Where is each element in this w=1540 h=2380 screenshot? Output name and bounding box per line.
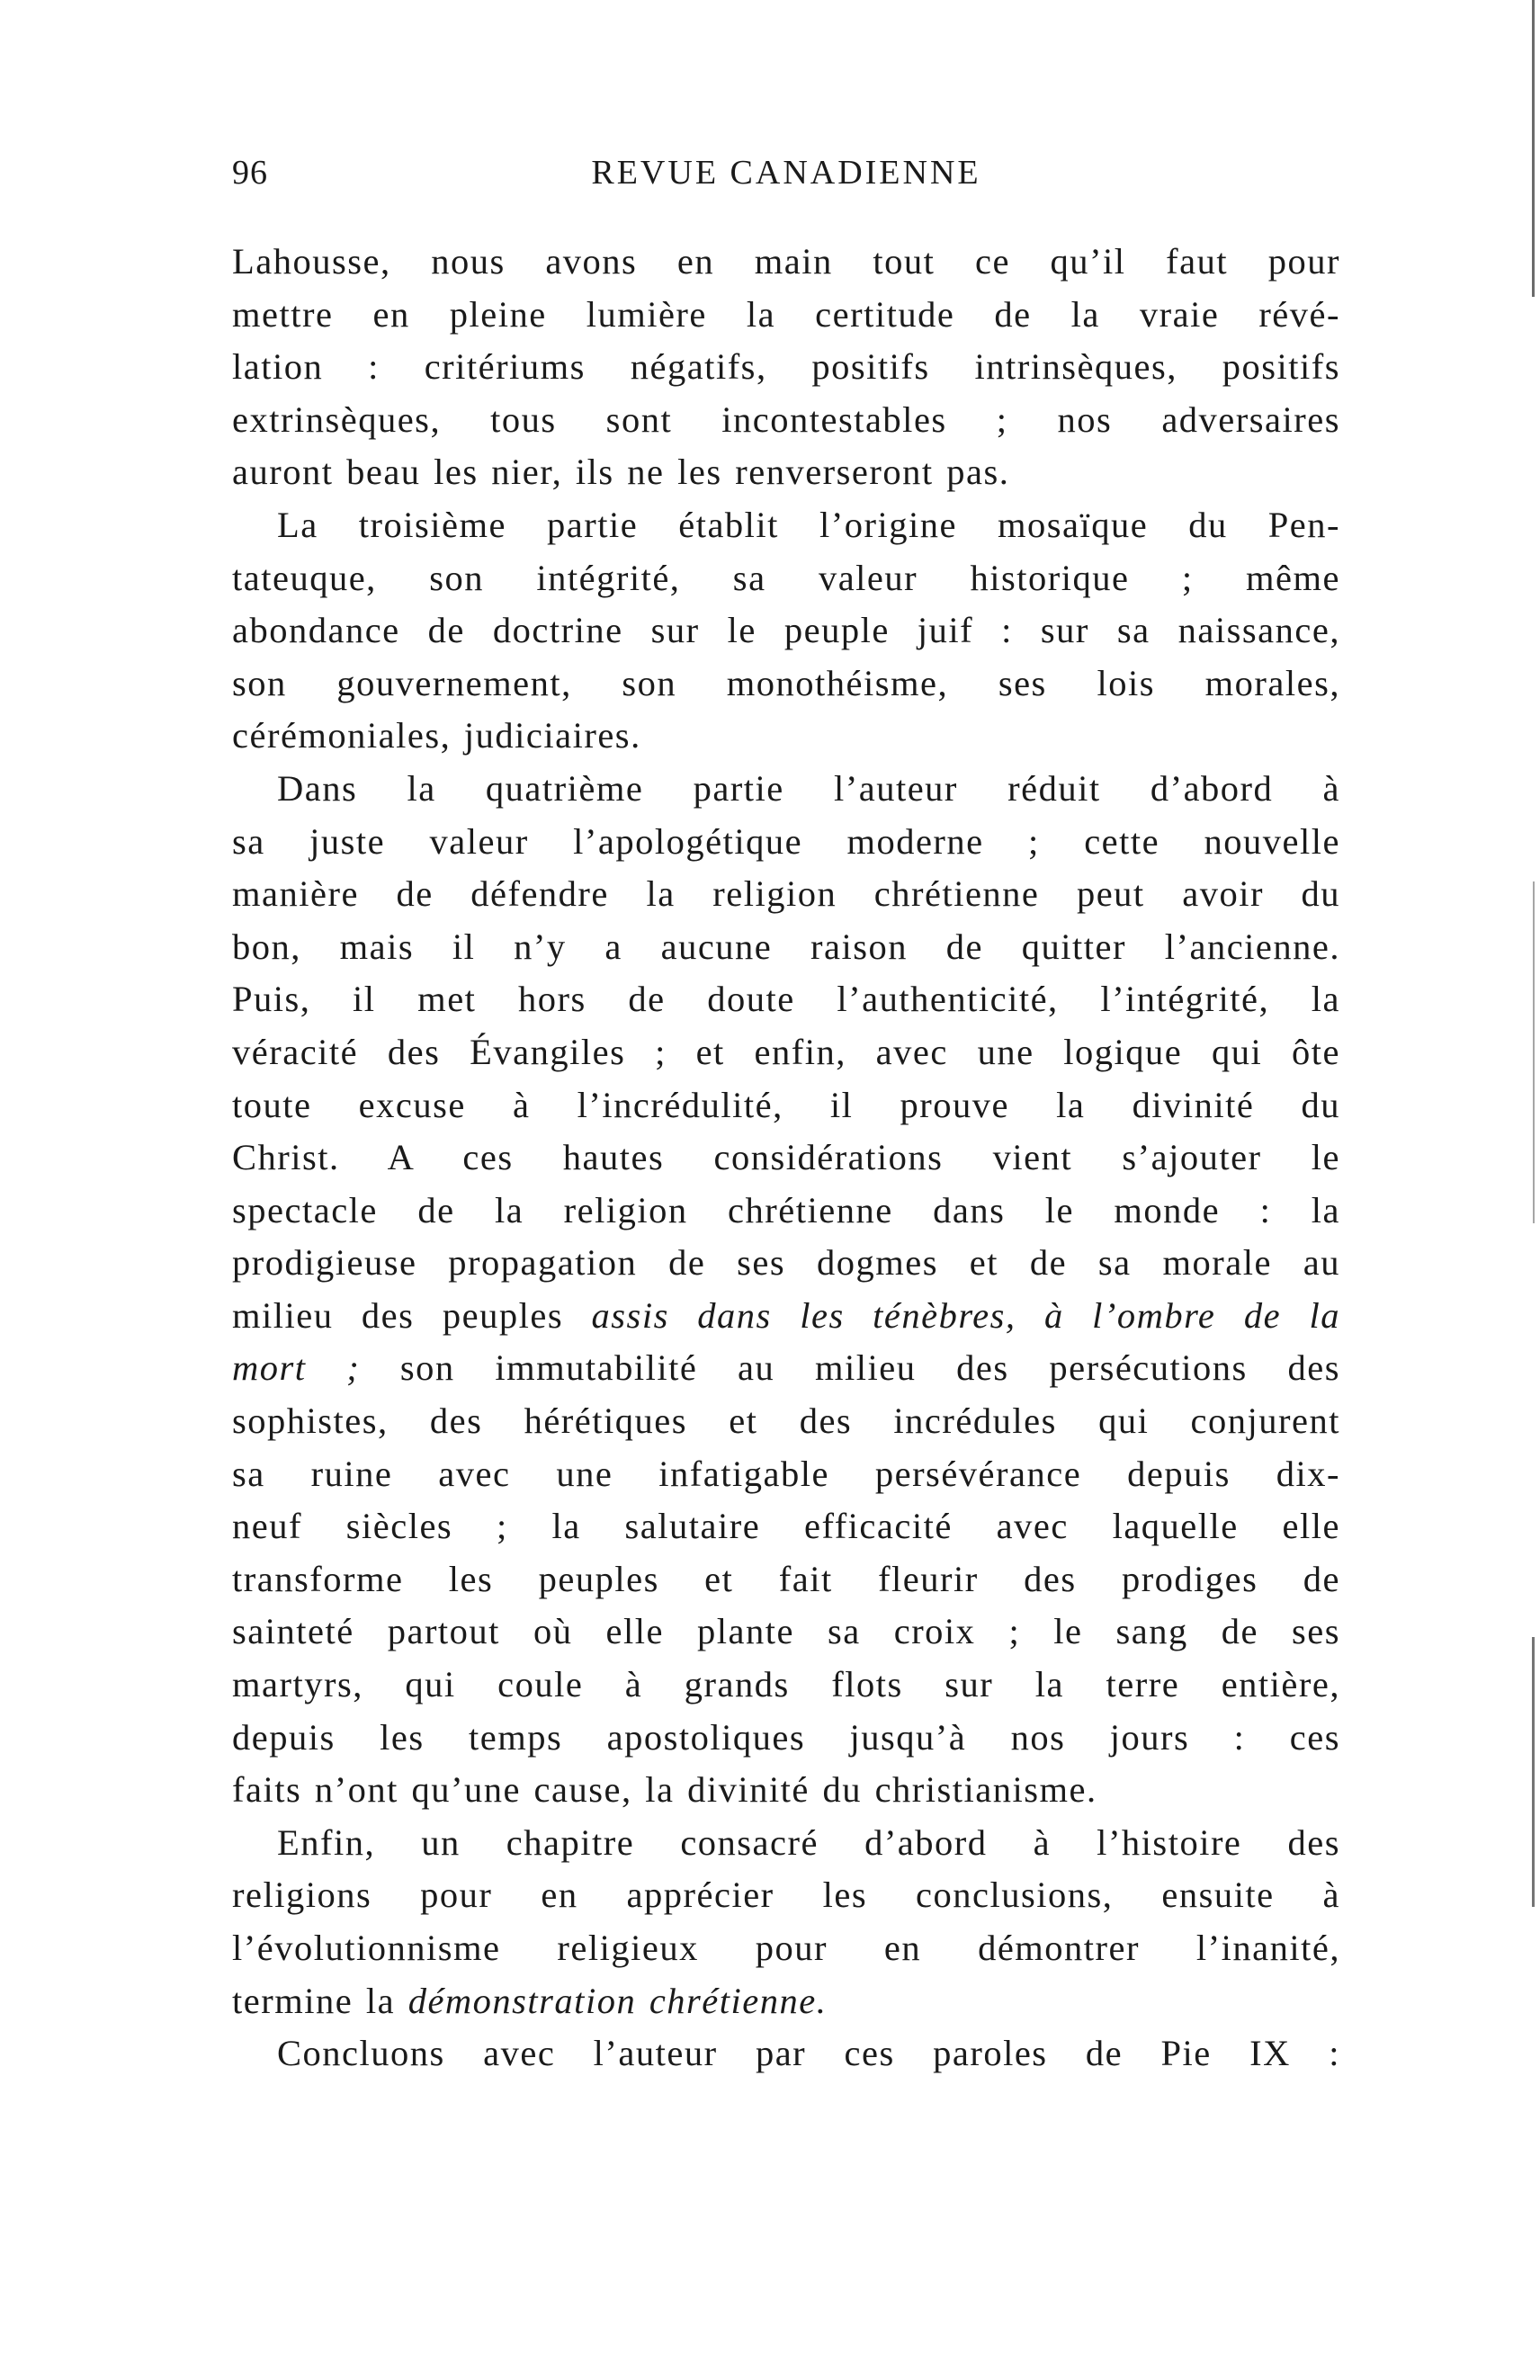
text-line: lation : critériums négatifs, positifs intrinsèques, positifs [232,346,1340,388]
text-line: bon, mais il n’y a aucune raison de quitter l’ancienne. [232,926,1340,967]
text-line: La troisième partie établit l’origine mosaïque du Pen- [277,504,1340,545]
text-line: Dans la quatrième partie l’auteur réduit d’abord à [277,767,1340,809]
text-line: sainteté partout où elle plante sa croix ; le sang de ses [232,1611,1340,1652]
text-line: Lahousse, nous avons en main tout ce qu’il faut pour [232,241,1340,282]
italic-quote: assis dans les ténèbres, à l’ombre de la [591,1294,1341,1336]
text-line: faits n’ont qu’une cause, la divinité du christianisme. [232,1769,1097,1811]
text-line: transforme les peuples et fait fleurir des prodiges de [232,1558,1340,1599]
text-line: Concluons avec l’auteur par ces paroles de Pie IX : [277,2033,1340,2074]
text-line: l’évolutionnisme religieux pour en démontrer l’inanité, [232,1928,1340,1968]
text-line: Christ. A ces hautes considérations vient s’ajouter le [232,1137,1340,1178]
text-line: auront beau les nier, ils ne les renverseront pas. [232,452,1010,493]
text-line: termine la démonstration chrétienne. [232,1980,828,2021]
text-line: extrinsèques, tous sont incontestables ; nos adversaires [232,398,1340,440]
body-text [232,236,1340,2080]
text-line: véracité des Évangiles ; et enfin, avec une logique qui ôte [232,1031,1340,1072]
text-line: sa ruine avec une infatigable persévérance depuis dix- [232,1453,1340,1494]
text-line: cérémoniales, judiciaires. [232,715,641,756]
text-line: Puis, il met hors de doute l’authenticité, l’intégrité, la [232,979,1340,1020]
italic-title: démonstration chrétienne. [407,1980,828,2021]
running-head: REVUE CANADIENNE [591,154,981,192]
text-line: toute excuse à l’incrédulité, il prouve la divinité du [232,1084,1340,1125]
text-line: religions pour en apprécier les conclusions, ensuite à [232,1874,1340,1916]
text-line: tateuque, son intégrité, sa valeur historique ; même [232,557,1340,598]
text-line: martyrs, qui coule à grands flots sur la terre entière, [232,1664,1340,1705]
text-line: neuf siècles ; la salutaire efficacité avec laquelle elle [232,1506,1340,1547]
scan-edge-mark [1533,881,1535,1223]
scan-edge-mark [1532,1637,1535,1907]
text-line: depuis les temps apostoliques jusqu’à nos jours : ces [232,1716,1340,1758]
text-line: mort ; son immutabilité au milieu des persécutions des [232,1347,1340,1389]
text-line: sa juste valeur l’apologétique moderne ; cette nouvelle [232,820,1340,862]
italic-quote: mort ; [232,1347,361,1389]
text-line: spectacle de la religion chrétienne dans le monde : la [232,1189,1340,1230]
text-line: Enfin, un chapitre consacré d’abord à l’histoire des [277,1821,1340,1863]
text-line: milieu des peuples assis dans les ténèbres, à l’ombre de la [232,1294,1341,1336]
scan-edge-mark [1532,0,1535,297]
text-line: mettre en pleine lumière la certitude de la vraie révé- [232,293,1340,335]
text-line: manière de défendre la religion chrétienne peut avoir du [232,873,1340,915]
page-header [232,153,1340,207]
text-line: prodigieuse propagation de ses dogmes et de sa morale au [232,1242,1340,1284]
text-line: abondance de doctrine sur le peuple juif : sur sa naissance, [232,610,1340,651]
page-number: 96 [232,154,268,192]
text-line: sophistes, des hérétiques et des incrédules qui conjurent [232,1400,1340,1442]
text-line: son gouvernement, son monothéisme, ses lois morales, [232,662,1340,703]
